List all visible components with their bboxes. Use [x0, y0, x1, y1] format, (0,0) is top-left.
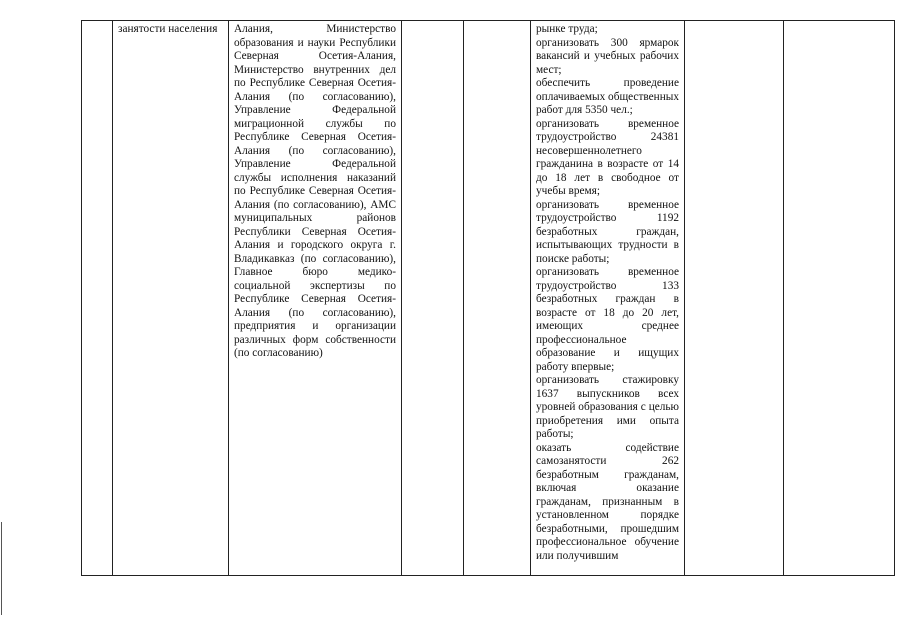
result-line: организовать 300 ярмарок вакансий и учебных рабочих мест; — [536, 36, 679, 76]
result-line: организовать временное трудоустройство 1192 безработных граждан, испытывающих трудности в поиске работы; — [536, 198, 679, 265]
result-line: организовать временное трудоустройство 24381 несовершеннолетнего гражданина в возрасте от 14 до 18 лет в свободное от учебы время; — [536, 117, 679, 197]
cell-end-date — [464, 21, 531, 576]
cell-notes — [784, 21, 895, 576]
cell-measure-name — [113, 21, 229, 576]
result-line: рынке труда; — [536, 23, 598, 35]
cell-start-date — [402, 21, 464, 576]
executors-text: Алания, Министерство образования и науки Республики Северная Осетия-Алания, Министерство внутренних дел по Республике Северная Осетия-Алания (по согласованию), Управление Федеральной миграционной службы по Республике Северная Осетия-Алания (по согласованию), Управление Федеральной службы исполнения наказаний по Республике Северная Осетия-Алания (по согласованию), АМС муниципальных районов Республики Северная Осетия-Алания и городского округа г. Владикавказ (по согласованию), Главное бюро медико-социальной экспертизы по Республике Северная Осетия-Алания (по согласованию), предприятия и организации различных форм собственности (по согласованию) — [234, 23, 396, 359]
table-row — [82, 21, 895, 576]
cell-number — [82, 21, 113, 576]
result-line: организовать стажировку 1637 выпускников всех уровней образования с целью приобретения ими опыта работы; — [536, 374, 679, 440]
cell-indicators — [685, 21, 784, 576]
scan-margin-line — [1, 522, 2, 615]
cell-results — [531, 21, 685, 576]
result-line: организовать временное трудоустройство 133 безработных граждан в возрасте от 18 до 20 лет, имеющих среднее профессиональное образование и ищущих работу впервые; — [536, 266, 679, 373]
program-table — [81, 20, 895, 576]
cell-executors — [229, 21, 402, 576]
measure-name-text: занятости населения — [118, 23, 218, 35]
result-line: обеспечить проведение оплачиваемых общественных работ для 5350 чел.; — [536, 77, 679, 116]
result-line: оказать содействие самозанятости 262 безработным гражданам, включая оказание гражданам, признанным в установленном порядке безработными, прошедшим профессиональное обучение или получившим — [536, 441, 679, 562]
